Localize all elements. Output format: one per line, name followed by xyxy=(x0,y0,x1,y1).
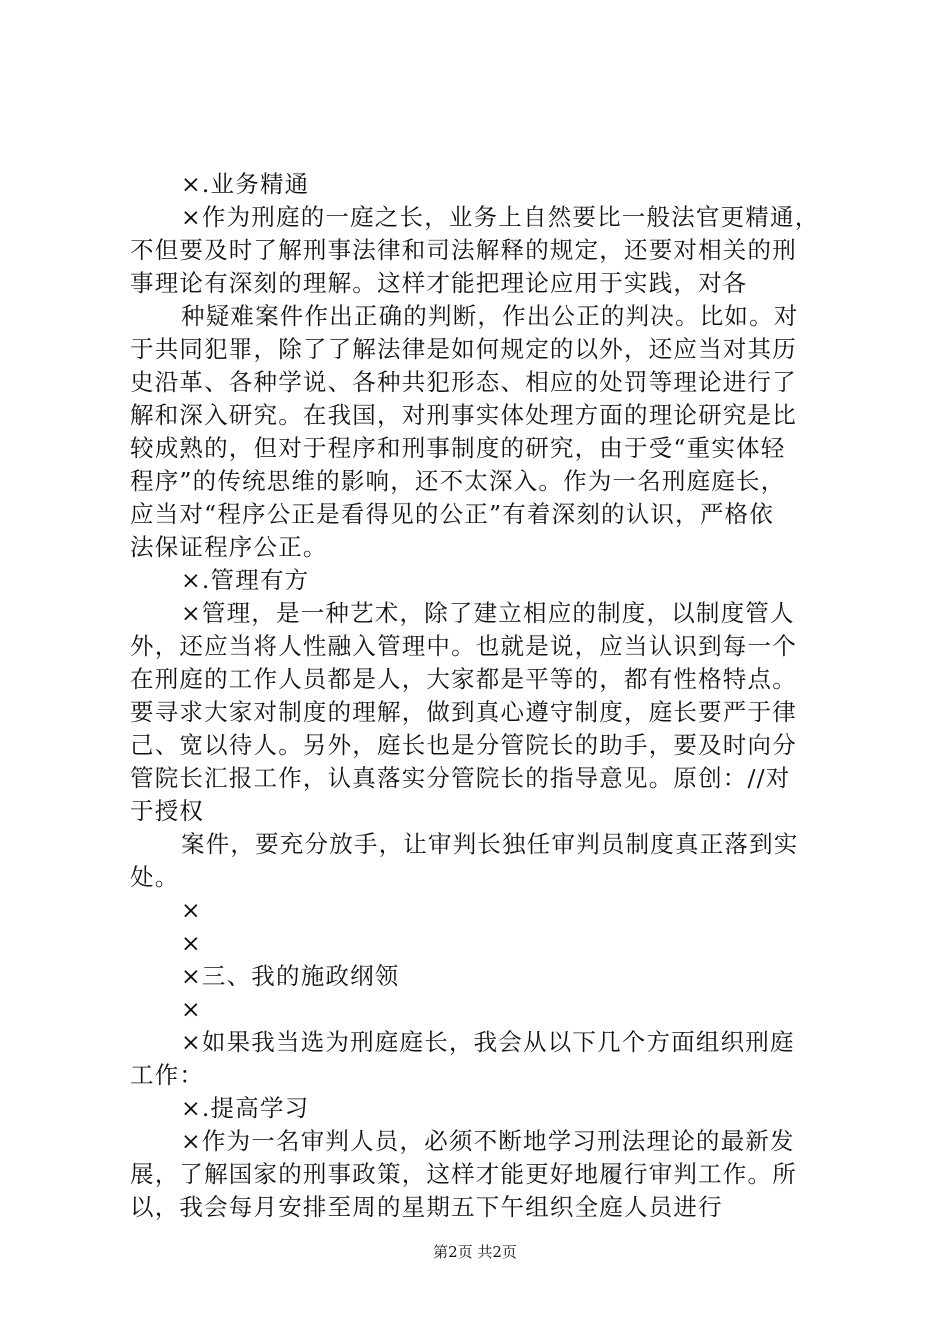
text-line: × xyxy=(181,929,202,957)
text-line: 案件，要充分放手，让审判长独任审判员制度真正落到实 xyxy=(181,830,799,858)
text-line: ×.业务精通 xyxy=(181,170,310,198)
text-line: ×管理，是一种艺术，除了建立相应的制度，以制度管人 xyxy=(181,599,795,627)
text-line: × xyxy=(181,896,202,924)
text-line: 处。 xyxy=(130,863,180,891)
text-line: 较成熟的，但对于程序和刑事制度的研究，由于受“重实体轻 xyxy=(130,434,786,462)
text-line: 法保证程序公正。 xyxy=(130,533,328,561)
text-line: 要寻求大家对制度的理解，做到真心遵守制度，庭长要严于律 xyxy=(130,698,797,726)
text-line: 己、宽以待人。另外，庭长也是分管院长的助手，要及时向分 xyxy=(130,731,797,759)
text-line: 以，我会每月安排至周的星期五下午组织全庭人员进行 xyxy=(130,1193,723,1221)
text-line: 外，还应当将人性融入管理中。也就是说，应当认识到每一个 xyxy=(130,632,797,660)
text-line: 于授权 xyxy=(130,797,205,825)
text-line: ×如果我当选为刑庭庭长，我会从以下几个方面组织刑庭 xyxy=(181,1028,795,1056)
text-line: ×作为刑庭的一庭之长，业务上自然要比一般法官更精通， xyxy=(181,203,820,231)
text-line: 应当对“程序公正是看得见的公正”有着深刻的认识，严格依 xyxy=(130,500,774,528)
text-line: × xyxy=(181,995,202,1023)
text-line: ×.管理有方 xyxy=(181,566,310,594)
text-line: 工作： xyxy=(130,1061,205,1089)
text-line: 展，了解国家的刑事政策，这样才能更好地履行审判工作。所 xyxy=(130,1160,797,1188)
document-body xyxy=(130,168,830,1224)
text-line: 管院长汇报工作，认真落实分管院长的指导意见。原创：//对 xyxy=(130,764,791,792)
text-line: 史沿革、各种学说、各种共犯形态、相应的处罚等理论进行了 xyxy=(130,368,797,396)
text-line: 程序”的传统思维的影响，还不太深入。作为一名刑庭庭长， xyxy=(130,467,786,495)
text-line: 不但要及时了解刑事法律和司法解释的规定，还要对相关的刑 xyxy=(130,236,797,264)
text-line: 于共同犯罪，除了了解法律是如何规定的以外，还应当对其历 xyxy=(130,335,797,363)
text-line: 解和深入研究。在我国，对刑事实体处理方面的理论研究是比 xyxy=(130,401,797,429)
text-line: 种疑难案件作出正确的判断，作出公正的判决。比如。对 xyxy=(181,302,799,330)
page-footer: 第2页 共2页 xyxy=(433,1243,517,1261)
text-line: 事理论有深刻的理解。这样才能把理论应用于实践，对各 xyxy=(130,269,748,297)
text-line: ×三、我的施政纲领 xyxy=(181,962,400,990)
text-line: 在刑庭的工作人员都是人，大家都是平等的，都有性格特点。 xyxy=(130,665,797,693)
text-line: ×.提高学习 xyxy=(181,1094,310,1122)
text-line: ×作为一名审判人员，必须不断地学习刑法理论的最新发 xyxy=(181,1127,795,1155)
